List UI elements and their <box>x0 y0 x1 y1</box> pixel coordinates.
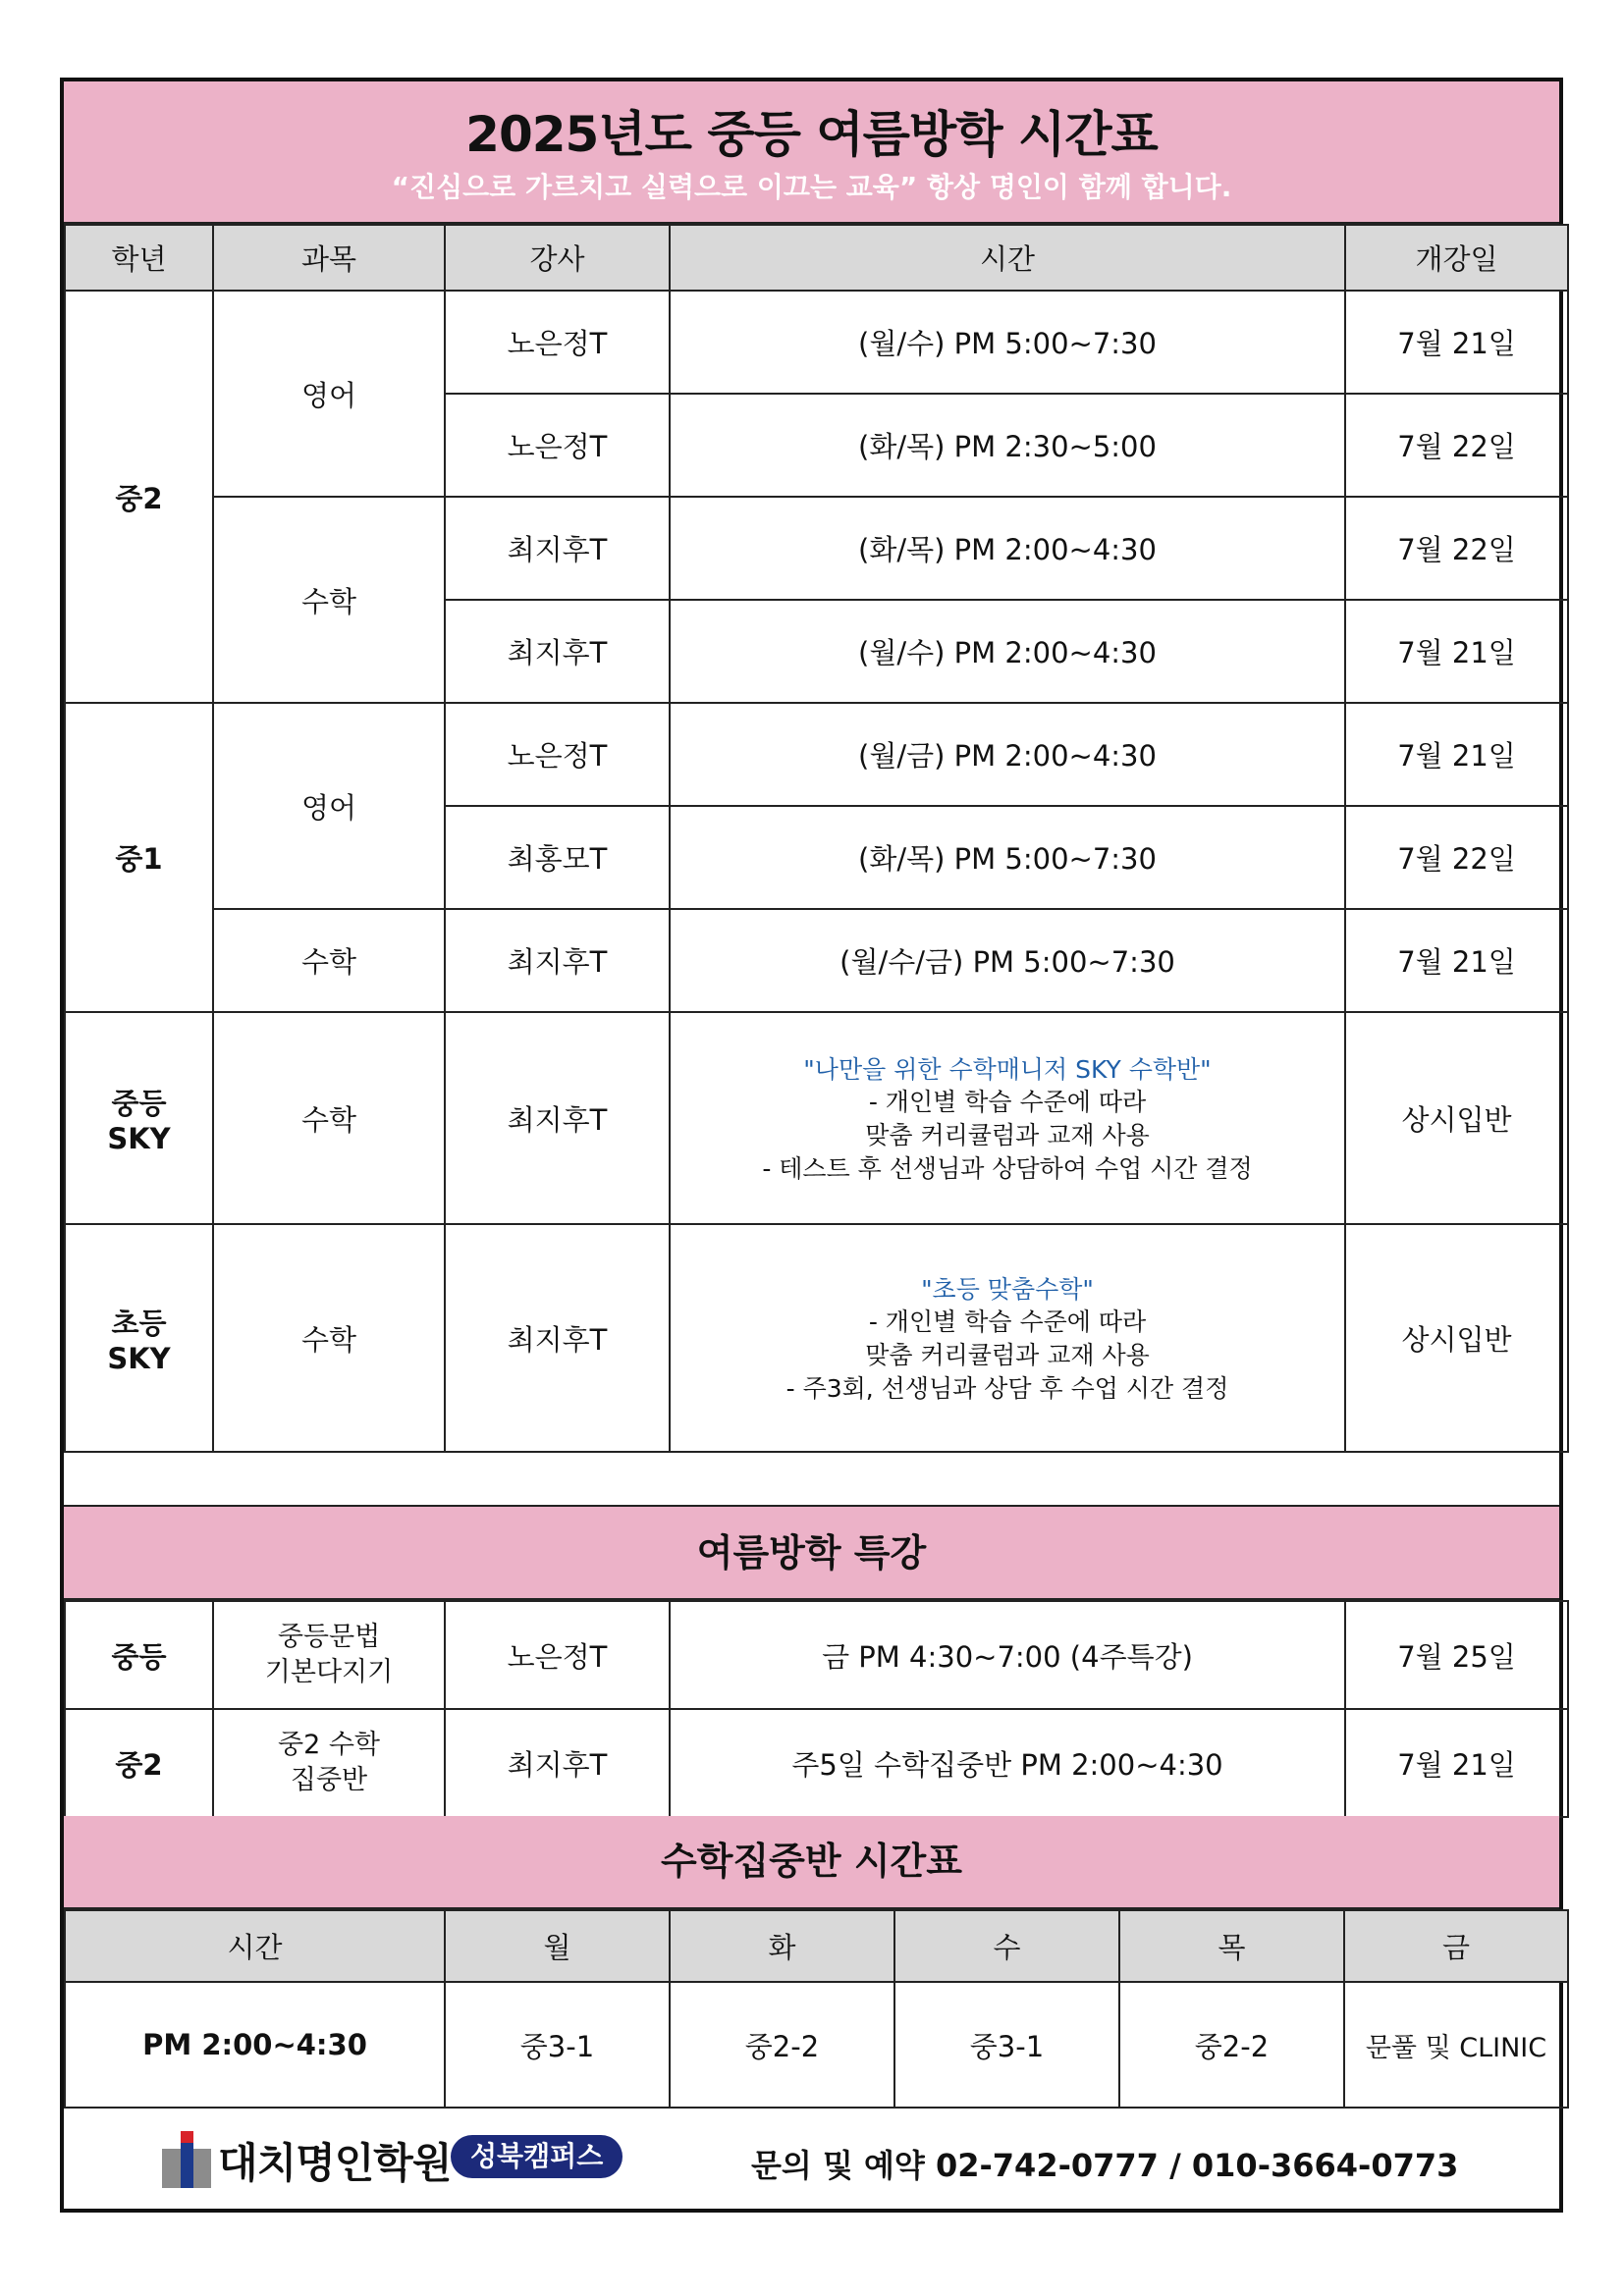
campus-badge: 성북캠퍼스 <box>451 2135 623 2178</box>
page-subtitle: “진심으로 가르치고 실력으로 이끄는 교육” 항상 명인이 함께 합니다. <box>391 171 1232 203</box>
note-line: 맞춤 커리큘럼과 교재 사용 <box>865 1341 1150 1369</box>
column-header: 강사 <box>445 225 670 291</box>
note-line: - 개인별 학습 수준에 따라 <box>868 1088 1147 1116</box>
special-banner <box>64 1505 1559 1600</box>
table-row <box>65 1601 1568 1709</box>
table-row <box>65 703 1568 806</box>
column-header: 목 <box>1119 1910 1344 1982</box>
table-row-sky-middle <box>65 1012 1568 1224</box>
subject-cell: 수학 <box>213 909 445 1012</box>
teacher-cell: 최지후T <box>445 909 670 1012</box>
grade-line: SKY <box>107 1121 171 1155</box>
start-date-cell: 7월 22일 <box>1345 806 1568 909</box>
grade-cell <box>65 1012 213 1224</box>
column-header: 개강일 <box>1345 225 1568 291</box>
grade-cell: 중2 <box>65 1709 213 1817</box>
column-header: 시간 <box>65 1910 445 1982</box>
note-line: - 테스트 후 선생님과 상담하여 수업 시간 결정 <box>762 1154 1253 1183</box>
subject-line: 기본다지기 <box>264 1657 394 1687</box>
teacher-cell: 노은정T <box>445 1601 670 1709</box>
time-cell: (월/수) PM 2:00~4:30 <box>670 600 1345 703</box>
subject-line: 집중반 <box>290 1765 368 1795</box>
subject-cell <box>213 1601 445 1709</box>
contact-info: 문의 및 예약 02-742-0777 / 010-3664-0773 <box>751 2147 1459 2184</box>
timetable-frame <box>60 78 1563 2213</box>
start-date-cell: 7월 21일 <box>1345 1709 1568 1817</box>
page-title: 2025년도 중등 여름방학 시간표 <box>465 106 1158 163</box>
time-note-cell <box>670 1224 1345 1452</box>
class-cell: 중2-2 <box>670 1982 894 2108</box>
time-cell: (월/금) PM 2:00~4:30 <box>670 703 1345 806</box>
time-note-cell <box>670 1012 1345 1224</box>
class-cell: 문풀 및 CLINIC <box>1344 1982 1568 2108</box>
grade-cell <box>65 1224 213 1452</box>
note-heading: "초등 맞춤수학" <box>921 1275 1094 1304</box>
subject-cell <box>213 1709 445 1817</box>
subject-cell: 수학 <box>213 497 445 703</box>
note-heading: "나만을 위한 수학매니저 SKY 수학반" <box>803 1055 1212 1084</box>
start-date-cell: 7월 21일 <box>1345 600 1568 703</box>
time-cell: (월/수/금) PM 5:00~7:30 <box>670 909 1345 1012</box>
class-cell: 중3-1 <box>445 1982 670 2108</box>
time-cell: (화/목) PM 2:00~4:30 <box>670 497 1345 600</box>
grade-cell: 중1 <box>65 703 213 1012</box>
special-title: 여름방학 특강 <box>696 1531 927 1575</box>
start-date-cell: 상시입반 <box>1345 1224 1568 1452</box>
note-line: - 개인별 학습 수준에 따라 <box>868 1308 1147 1336</box>
teacher-cell: 최지후T <box>445 600 670 703</box>
table-row <box>65 1709 1568 1817</box>
time-cell: (화/목) PM 2:30~5:00 <box>670 394 1345 497</box>
note-line: 맞춤 커리큘럼과 교재 사용 <box>865 1121 1150 1149</box>
footer <box>64 2113 1559 2209</box>
time-cell: 주5일 수학집중반 PM 2:00~4:30 <box>670 1709 1345 1817</box>
start-date-cell: 7월 22일 <box>1345 497 1568 600</box>
grade-line: SKY <box>107 1341 171 1375</box>
special-table <box>64 1600 1569 1818</box>
teacher-cell: 노은정T <box>445 703 670 806</box>
teacher-cell: 최홍모T <box>445 806 670 909</box>
subject-line: 중2 수학 <box>277 1730 380 1760</box>
teacher-cell: 최지후T <box>445 1709 670 1817</box>
teacher-cell: 노은정T <box>445 394 670 497</box>
intensive-table <box>64 1909 1569 2109</box>
column-header: 수 <box>894 1910 1119 1982</box>
subject-cell: 영어 <box>213 703 445 909</box>
intensive-title: 수학집중반 시간표 <box>661 1840 962 1883</box>
teacher-cell: 최지후T <box>445 1012 670 1224</box>
table-row-sky-elem <box>65 1224 1568 1452</box>
main-schedule-table <box>64 224 1569 1453</box>
subject-cell: 영어 <box>213 291 445 497</box>
grade-cell: 중등 <box>65 1601 213 1709</box>
class-cell: 중2-2 <box>1119 1982 1344 2108</box>
time-cell: (화/목) PM 5:00~7:30 <box>670 806 1345 909</box>
subject-cell: 수학 <box>213 1224 445 1452</box>
academy-name: 대치명인학원 <box>218 2139 452 2187</box>
column-header: 과목 <box>213 225 445 291</box>
academy-logo-icon <box>162 2131 211 2188</box>
grade-line: 초등 <box>111 1306 167 1340</box>
grade-cell: 중2 <box>65 291 213 703</box>
start-date-cell: 7월 21일 <box>1345 291 1568 394</box>
column-header: 학년 <box>65 225 213 291</box>
start-date-cell: 7월 21일 <box>1345 909 1568 1012</box>
start-date-cell: 7월 21일 <box>1345 703 1568 806</box>
column-header: 시간 <box>670 225 1345 291</box>
teacher-cell: 최지후T <box>445 497 670 600</box>
table-header-row <box>65 225 1568 291</box>
time-cell: 금 PM 4:30~7:00 (4주특강) <box>670 1601 1345 1709</box>
table-header-row <box>65 1910 1568 1982</box>
column-header: 화 <box>670 1910 894 1982</box>
grade-line: 중등 <box>111 1086 167 1120</box>
title-banner <box>64 81 1559 224</box>
table-row <box>65 291 1568 394</box>
teacher-cell: 노은정T <box>445 291 670 394</box>
class-cell: 중3-1 <box>894 1982 1119 2108</box>
start-date-cell: 7월 22일 <box>1345 394 1568 497</box>
time-cell: PM 2:00~4:30 <box>65 1982 445 2108</box>
intensive-banner <box>64 1816 1559 1909</box>
note-line: - 주3회, 선생님과 상담 후 수업 시간 결정 <box>785 1374 1229 1403</box>
subject-cell: 수학 <box>213 1012 445 1224</box>
column-header: 금 <box>1344 1910 1568 1982</box>
teacher-cell: 최지후T <box>445 1224 670 1452</box>
table-row <box>65 909 1568 1012</box>
table-row <box>65 497 1568 600</box>
column-header: 월 <box>445 1910 670 1982</box>
start-date-cell: 상시입반 <box>1345 1012 1568 1224</box>
subject-line: 중등문법 <box>277 1622 381 1652</box>
table-row <box>65 1982 1568 2108</box>
start-date-cell: 7월 25일 <box>1345 1601 1568 1709</box>
time-cell: (월/수) PM 5:00~7:30 <box>670 291 1345 394</box>
